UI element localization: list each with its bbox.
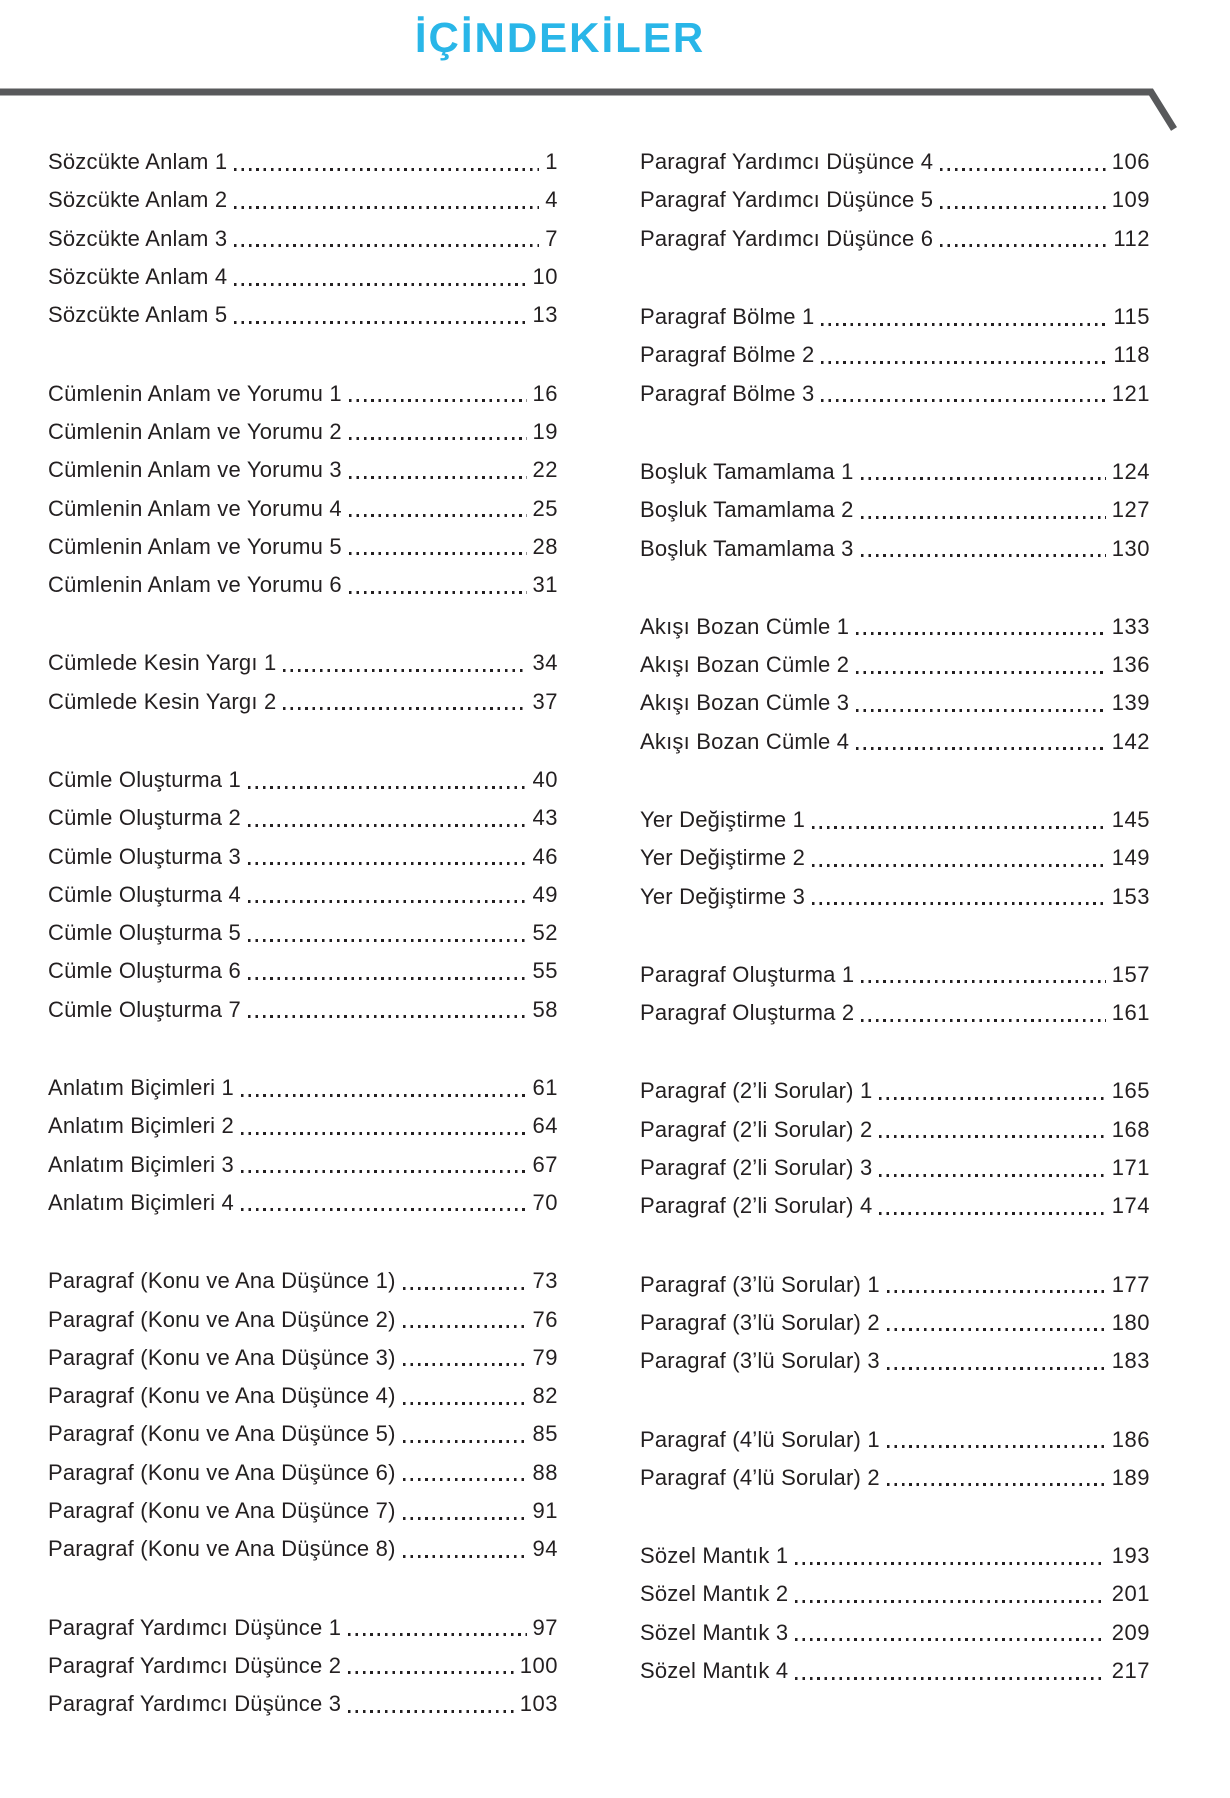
toc-entry [48,566,558,604]
dot-leader [795,1600,1105,1603]
toc-entry [48,1107,558,1145]
dot-leader [241,1208,527,1211]
dot-leader [887,1367,1106,1370]
toc-entry-label: Paragraf Bölme 1 [640,304,815,330]
dot-leader [403,1287,527,1290]
toc-entry [640,608,1150,646]
dot-leader [403,1402,527,1405]
dot-leader [349,476,527,479]
toc-entry-page: 94 [532,1536,558,1562]
toc-entry-page: 112 [1113,225,1150,251]
toc-entry-page: 177 [1111,1271,1150,1297]
toc-entry-label: Anlatım Biçimleri 1 [48,1075,234,1101]
toc-entry [640,646,1150,684]
toc-entry [640,374,1150,412]
toc-group [48,1069,558,1222]
dot-leader [234,244,539,247]
dot-leader [234,206,539,209]
toc-group [640,1072,1150,1225]
toc-entry-label: Anlatım Biçimleri 3 [48,1151,234,1177]
toc-entry-label: Yer Değiştirme 2 [640,845,806,871]
toc-entry [48,644,558,682]
toc-entry [48,991,558,1029]
dot-leader [241,1132,527,1135]
toc-entry-label: Paragraf (3’lü Sorular) 2 [640,1309,880,1335]
dot-leader [861,477,1106,480]
dot-leader [879,1135,1105,1138]
dot-leader [856,747,1106,750]
toc-entry-label: Paragraf (Konu ve Ana Düşünce 1) [48,1268,396,1294]
toc-entry-page: 142 [1111,728,1150,754]
toc-entry-label: Paragraf Yardımcı Düşünce 3 [48,1691,342,1717]
toc-entry-label: Cümlenin Anlam ve Yorumu 4 [48,495,342,521]
toc-entry-page: 22 [532,457,558,483]
dot-leader [403,1555,527,1558]
toc-entry-page: 28 [532,533,558,559]
toc-entry [48,1146,558,1184]
toc-entry-page: 174 [1111,1193,1150,1219]
toc-entry [640,143,1150,181]
toc-group [48,1609,558,1724]
toc-entry-page: 1 [545,149,558,175]
toc-entry [48,683,558,721]
toc-entry [640,336,1150,374]
toc-entry [48,1069,558,1107]
toc-entry [48,1262,558,1300]
toc-entry-page: 149 [1111,845,1150,871]
dot-leader [248,1015,527,1018]
toc-entry-page: 4 [545,187,558,213]
toc-entry-page: 61 [532,1075,558,1101]
toc-entry-page: 37 [532,688,558,714]
toc-entry [640,801,1150,839]
toc-entry [48,489,558,527]
toc-entry [640,1266,1150,1304]
toc-entry-page: 10 [532,264,558,290]
toc-entry [48,374,558,412]
toc-entry [640,1537,1150,1575]
toc-entry [640,723,1150,761]
toc-entry-label: Paragraf Yardımcı Düşünce 5 [640,187,934,213]
toc-entry [48,528,558,566]
toc-entry [640,839,1150,877]
header-divider-line [0,92,1174,129]
toc-entry-page: 13 [532,302,558,328]
toc-entry [640,1149,1150,1187]
toc-entry-label: Sözel Mantık 2 [640,1581,789,1607]
toc-entry-page: 85 [532,1421,558,1447]
toc-entry [48,952,558,990]
toc-entry-label: Sözcükte Anlam 5 [48,302,228,328]
dot-leader [940,168,1106,171]
toc-entry [48,1300,558,1338]
dot-leader [234,321,526,324]
dot-leader [403,1363,527,1366]
dot-leader [887,1483,1106,1486]
toc-entry-label: Paragraf (3’lü Sorular) 3 [640,1348,880,1374]
toc-entry-label: Anlatım Biçimleri 2 [48,1113,234,1139]
toc-entry-label: Cümle Oluşturma 4 [48,881,241,907]
toc-group [48,644,558,721]
toc-entry-page: 168 [1111,1116,1150,1142]
toc-entry-label: Sözcükte Anlam 1 [48,149,228,175]
toc-entry-label: Paragraf (Konu ve Ana Düşünce 2) [48,1306,396,1332]
toc-entry-page: 40 [532,767,558,792]
toc-entry-label: Akışı Bozan Cümle 1 [640,613,850,639]
toc-entry-label: Paragraf (2’li Sorular) 4 [640,1193,873,1219]
toc-entry-page: 31 [532,572,558,598]
dot-leader [349,437,527,440]
toc-entry-label: Cümlenin Anlam ve Yorumu 1 [48,380,342,406]
toc-entry-page: 97 [532,1614,558,1640]
toc-entry-label: Anlatım Biçimleri 4 [48,1189,234,1215]
dot-leader [887,1328,1106,1331]
dot-leader [234,168,539,171]
toc-entry [640,298,1150,336]
toc-entry-label: Akışı Bozan Cümle 2 [640,652,850,678]
dot-leader [795,1677,1105,1680]
toc-entry-page: 118 [1113,342,1150,368]
dot-leader [349,514,527,517]
dot-leader [812,826,1106,829]
toc-column-right [640,143,1150,1723]
toc-entry [48,413,558,451]
toc-entry [640,220,1150,258]
toc-entry-page: 180 [1111,1309,1150,1335]
toc-entry [48,220,558,258]
toc-entry-page: 106 [1111,149,1150,175]
dot-leader [349,591,527,594]
toc-entry-page: 88 [532,1459,558,1485]
dot-leader [879,1174,1105,1177]
toc-entry-label: Akışı Bozan Cümle 3 [640,690,850,716]
toc-entry-page: 209 [1111,1619,1150,1645]
toc-entry-label: Paragraf (4’lü Sorular) 2 [640,1464,880,1490]
toc-entry [48,876,558,914]
dot-leader [821,361,1107,364]
toc-entry-page: 64 [532,1113,558,1139]
toc-entry-page: 130 [1111,535,1150,561]
dot-leader [940,244,1107,247]
toc-entry-page: 43 [532,805,558,831]
toc-entry-page: 19 [532,418,558,444]
toc-entry-page: 52 [532,920,558,946]
toc-entry-label: Paragraf (Konu ve Ana Düşünce 3) [48,1344,396,1370]
dot-leader [348,1633,526,1636]
toc-group [640,1537,1150,1690]
toc-entry [48,181,558,219]
toc-entry-label: Paragraf Bölme 3 [640,380,815,406]
toc-entry-label: Sözel Mantık 4 [640,1658,789,1684]
toc-entry [640,684,1150,722]
dot-leader [248,824,527,827]
toc-entry-label: Paragraf Oluşturma 1 [640,961,855,987]
toc-entry [48,914,558,952]
toc-entry [48,258,558,296]
toc-entry-label: Paragraf (Konu ve Ana Düşünce 4) [48,1383,396,1409]
dot-leader [887,1290,1106,1293]
toc-entry-label: Cümle Oluşturma 6 [48,958,241,984]
dot-leader [248,900,527,903]
toc-entry-label: Sözcükte Anlam 2 [48,187,228,213]
toc-entry-label: Paragraf (2’li Sorular) 1 [640,1078,873,1104]
dot-leader [861,980,1105,983]
dot-leader [234,283,526,286]
toc-group [48,1262,558,1568]
toc-group [640,1420,1150,1497]
dot-leader [861,554,1106,557]
dot-leader [403,1325,527,1328]
toc-entry-label: Boşluk Tamamlama 1 [640,458,854,484]
toc-entry-page: 121 [1111,380,1150,406]
toc-entry-page: 70 [532,1189,558,1215]
toc-entry [48,1492,558,1530]
toc-entry-page: 103 [519,1691,558,1717]
toc-entry-page: 49 [532,881,558,907]
toc-group [640,1266,1150,1381]
dot-leader [349,552,527,555]
dot-leader [248,786,527,789]
toc-entry [48,143,558,181]
toc-group [48,374,558,604]
toc-entry-page: 133 [1111,613,1150,639]
toc-entry-label: Sözcükte Anlam 4 [48,264,228,290]
toc-entry-label: Sözel Mantık 1 [640,1543,789,1569]
toc-entry-label: Cümle Oluşturma 3 [48,843,241,869]
toc-entry-label: Sözcükte Anlam 3 [48,225,228,251]
toc-entry-page: 79 [532,1344,558,1370]
toc-group [640,801,1150,916]
toc-entry [640,956,1150,994]
toc-entry-page: 73 [532,1268,558,1294]
toc-entry [48,1377,558,1415]
toc-entry [48,451,558,489]
toc-entry-label: Yer Değiştirme 3 [640,883,806,909]
toc-entry-page: 165 [1111,1078,1150,1104]
toc-entry-label: Paragraf (2’li Sorular) 3 [640,1155,873,1181]
toc-entry-label: Paragraf (Konu ve Ana Düşünce 6) [48,1459,396,1485]
toc-entry-label: Boşluk Tamamlama 2 [640,497,854,523]
toc-entry [640,1420,1150,1458]
toc-entry-label: Paragraf Oluşturma 2 [640,1000,855,1026]
toc-entry-page: 127 [1111,497,1150,523]
dot-leader [879,1097,1105,1100]
toc-entry-label: Paragraf Yardımcı Düşünce 6 [640,225,934,251]
toc-group [48,761,558,1029]
toc-entry [640,1575,1150,1613]
toc-entry-page: 157 [1111,961,1150,987]
toc-entry-page: 145 [1111,807,1150,832]
toc-entry-page: 100 [519,1652,558,1678]
toc-entry-label: Cümle Oluşturma 5 [48,920,241,946]
toc-entry-page: 16 [532,380,558,406]
toc-entry-label: Paragraf Yardımcı Düşünce 4 [640,149,934,175]
toc-entry-label: Sözel Mantık 3 [640,1619,789,1645]
toc-group [640,298,1150,413]
toc-entry-label: Paragraf Yardımcı Düşünce 2 [48,1652,342,1678]
dot-leader [248,977,527,980]
toc-group [640,453,1150,568]
dot-leader [821,323,1107,326]
dot-leader [248,939,527,942]
toc-entry-page: 7 [545,225,558,251]
dot-leader [795,1562,1105,1565]
toc-entry-page: 76 [532,1306,558,1332]
toc-entry [640,529,1150,567]
content-columns [0,135,1230,1723]
toc-entry [640,491,1150,529]
toc-entry-label: Cümlenin Anlam ve Yorumu 5 [48,533,342,559]
toc-entry-page: 171 [1111,1155,1150,1181]
toc-entry [48,837,558,875]
toc-entry [640,453,1150,491]
toc-entry-label: Paragraf (Konu ve Ana Düşünce 7) [48,1498,396,1524]
toc-entry-label: Cümlenin Anlam ve Yorumu 3 [48,457,342,483]
toc-entry-page: 139 [1111,690,1150,716]
dot-leader [248,862,527,865]
toc-entry-page: 201 [1111,1581,1150,1607]
dot-leader [348,1671,514,1674]
toc-entry [640,1072,1150,1110]
toc-entry-label: Cümle Oluşturma 1 [48,767,241,792]
toc-entry [640,1652,1150,1690]
toc-entry-page: 115 [1113,304,1150,330]
toc-entry-label: Boşluk Tamamlama 3 [640,535,854,561]
toc-entry [48,799,558,837]
toc-entry-label: Paragraf (3’lü Sorular) 1 [640,1271,880,1297]
dot-leader [861,1019,1105,1022]
toc-entry [48,1415,558,1453]
toc-entry-page: 217 [1111,1658,1150,1684]
dot-leader [349,399,527,402]
toc-entry [48,1685,558,1723]
toc-entry [48,1184,558,1222]
toc-column-left [48,143,558,1723]
dot-leader [879,1212,1105,1215]
dot-leader [403,1478,527,1481]
toc-entry-page: 124 [1111,458,1150,484]
toc-entry [48,1339,558,1377]
dot-leader [861,516,1106,519]
page-header [0,0,1230,135]
toc-entry-page: 183 [1111,1348,1150,1374]
toc-entry-page: 153 [1111,883,1150,909]
toc-entry-page: 161 [1111,1000,1150,1026]
toc-entry-label: Akışı Bozan Cümle 4 [640,728,850,754]
toc-entry [48,1609,558,1647]
dot-leader [241,1170,527,1173]
toc-entry-label: Paragraf (Konu ve Ana Düşünce 8) [48,1536,396,1562]
toc-entry [48,1454,558,1492]
toc-entry-label: Cümlede Kesin Yargı 2 [48,688,277,714]
dot-leader [812,864,1106,867]
toc-group [640,956,1150,1033]
dot-leader [403,1440,527,1443]
page-title: İÇİNDEKİLER [414,14,706,61]
toc-entry [640,1187,1150,1225]
toc-entry [640,1342,1150,1380]
toc-entry [640,1304,1150,1342]
dot-leader [795,1638,1105,1641]
toc-entry-page: 91 [532,1498,558,1524]
toc-entry [640,877,1150,915]
dot-leader [403,1517,527,1520]
toc-entry [48,1647,558,1685]
toc-entry-page: 34 [532,650,558,676]
toc-entry-label: Cümlenin Anlam ve Yorumu 6 [48,572,342,598]
toc-entry [640,994,1150,1032]
toc-entry-label: Cümle Oluşturma 7 [48,996,241,1022]
dot-leader [887,1445,1106,1448]
toc-entry-label: Paragraf Yardımcı Düşünce 1 [48,1614,342,1640]
toc-entry-page: 55 [532,958,558,984]
dot-leader [241,1094,527,1097]
dot-leader [856,709,1106,712]
toc-entry [640,1459,1150,1497]
toc-entry [48,1530,558,1568]
toc-group [48,143,558,334]
toc-entry-page: 189 [1111,1464,1150,1490]
toc-entry-label: Cümlede Kesin Yargı 1 [48,650,277,676]
toc-entry [640,181,1150,219]
dot-leader [283,669,526,672]
toc-entry-page: 136 [1111,652,1150,678]
dot-leader [812,902,1106,905]
toc-entry-label: Cümlenin Anlam ve Yorumu 2 [48,418,342,444]
dot-leader [348,1710,514,1713]
dot-leader [856,671,1106,674]
dot-leader [940,206,1106,209]
toc-entry-label: Paragraf (4’lü Sorular) 1 [640,1426,880,1452]
toc-entry-label: Yer Değiştirme 1 [640,807,806,832]
toc-entry-page: 193 [1111,1543,1150,1569]
dot-leader [856,632,1106,635]
toc-entry [48,761,558,799]
toc-entry-label: Paragraf Bölme 2 [640,342,815,368]
toc-group [640,608,1150,761]
toc-entry-page: 82 [532,1383,558,1409]
dot-leader [821,399,1105,402]
toc-entry-page: 46 [532,843,558,869]
toc-entry-page: 186 [1111,1426,1150,1452]
toc-entry-label: Cümle Oluşturma 2 [48,805,241,831]
toc-entry [640,1111,1150,1149]
toc-entry [640,1614,1150,1652]
toc-entry-label: Paragraf (Konu ve Ana Düşünce 5) [48,1421,396,1447]
toc-entry [48,296,558,334]
toc-group [640,143,1150,258]
toc-entry-page: 67 [532,1151,558,1177]
dot-leader [283,707,526,710]
toc-entry-page: 25 [532,495,558,521]
toc-entry-page: 109 [1111,187,1150,213]
toc-entry-page: 58 [532,996,558,1022]
toc-entry-label: Paragraf (2’li Sorular) 2 [640,1116,873,1142]
